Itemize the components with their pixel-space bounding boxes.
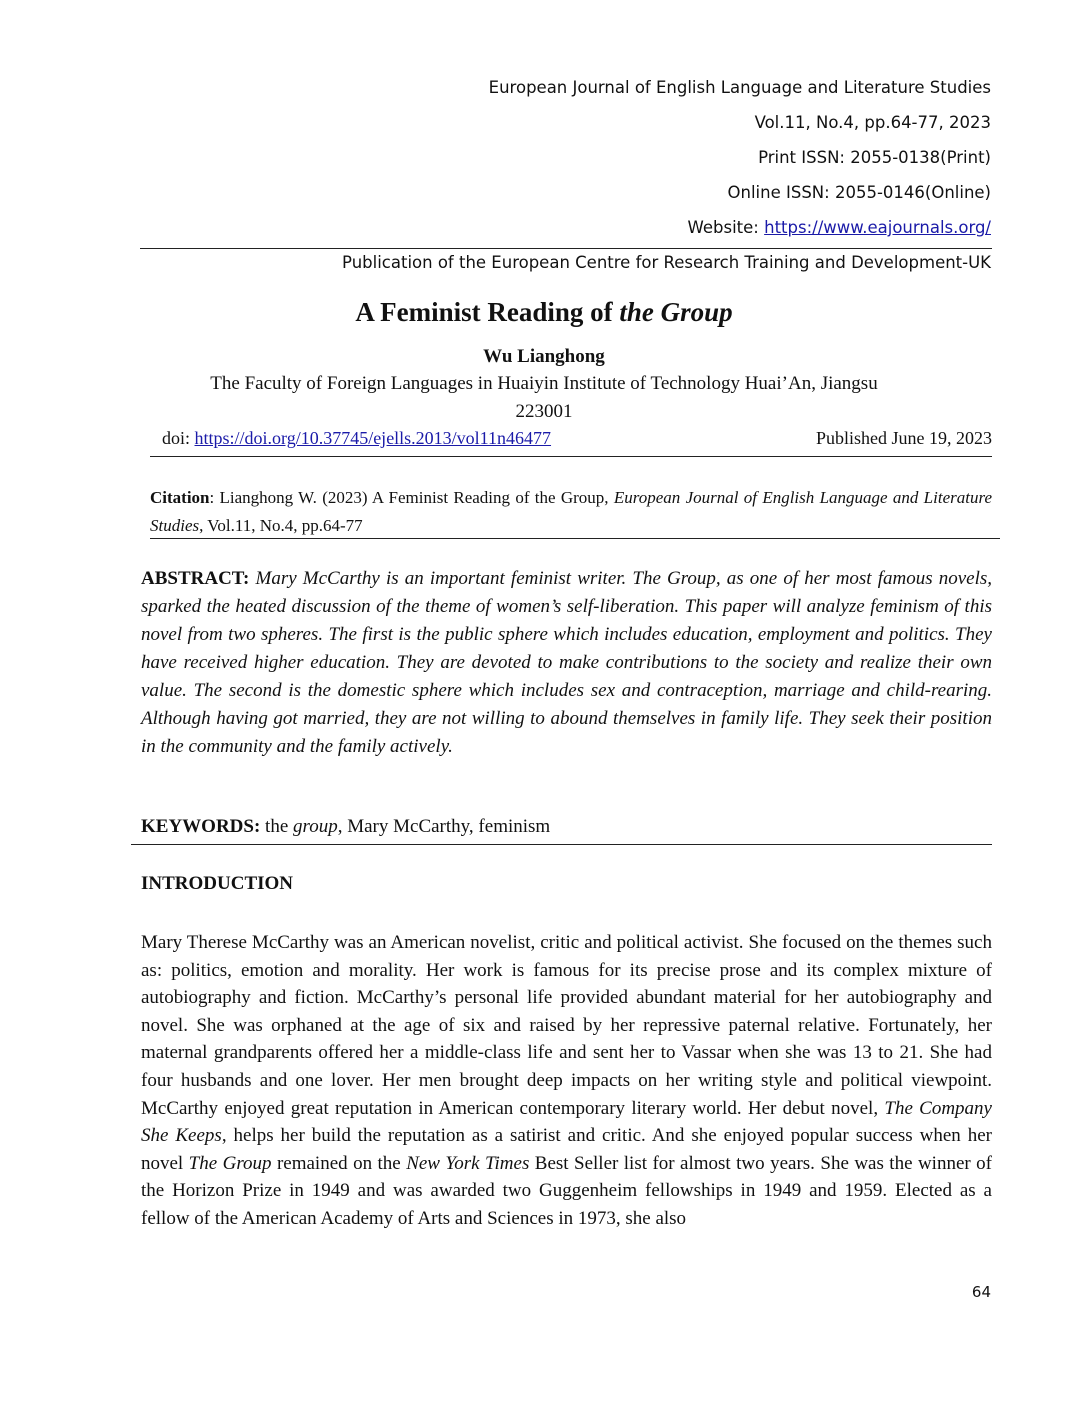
publisher-line: Publication of the European Centre for Research Training and Development-UK <box>342 253 991 272</box>
header-rule <box>140 248 992 249</box>
abstract-text: Mary McCarthy is an important feminist writer. The Group, as one of her most famous novels, sparked the heated discussion of the theme of women’s self-liberation. This paper will analyze feminism of this novel from two spheres. The first is the public sphere which includes education, employment and politics. They have received higher education. They are devoted to make contributions to the society and realize their own value. The second is the domestic sphere which includes sex and contraception, marriage and child-rearing. Although having got married, they are not willing to abound themselves in family life. They seek their position in the community and the family actively. <box>141 568 993 757</box>
abstract <box>141 565 992 761</box>
author-name: Wu Lianghong <box>483 346 605 367</box>
abstract-label: ABSTRACT: <box>141 568 250 589</box>
website-label: Website: <box>687 218 765 237</box>
doi-label: doi: <box>162 428 195 448</box>
affiliation: The Faculty of Foreign Languages in Huaiyin Institute of Technology Huai’An, Jiangsu <box>210 373 878 394</box>
affiliation-postcode: 223001 <box>515 401 573 422</box>
citation-label: Citation <box>150 488 210 507</box>
article-title: A Feminist Reading of the Group <box>355 297 733 327</box>
website-line <box>688 218 991 237</box>
published-date: Published June 19, 2023 <box>815 428 992 448</box>
volume-info: Vol.11, No.4, pp.64-77, 2023 <box>754 113 991 132</box>
online-issn: Online ISSN: 2055-0146(Online) <box>727 183 991 202</box>
keywords-label: KEYWORDS: <box>141 816 261 837</box>
journal-name: European Journal of English Language and Literature Studies <box>488 78 991 97</box>
doi-rule <box>150 456 992 457</box>
doi-row <box>162 428 992 449</box>
citation: Citation: Lianghong W. (2023) A Feminist Reading of the Group, European Journal of English Language and Literature Studies, Vol.11, No.4, pp.64-77 <box>150 488 992 535</box>
article-title-italic: the Group <box>619 297 733 327</box>
introduction-body: Mary Therese McCarthy was an American novelist, critic and political activist. She focused on the themes such as: politics, emotion and morality. Her work is famous for its precise prose and its complex mixture of autobiography and fiction. McCarthy’s personal life provided abundant material for her autobiography and novel. She was orphaned at the age of six and raised by her repressive paternal relative. Fortunately, her maternal grandparents offered her a middle-class life and sent her to Vassar when she was 13 to 21. She had four husbands and one lover. Her men brought deep impacts on her writing style and political viewpoint. McCarthy enjoyed great reputation in American contemporary literary world. Her debut novel, The Company She Keeps, helps her build the reputation as a satirist and critic. And she enjoyed popular success when her novel The Group remained on the New York Times Best Seller list for almost two years. She was the winner of the Horizon Prize in 1949 and was awarded two Guggenheim fellowships in 1949 and 1959. Elected as a fellow of the American Academy of Arts and Sciences in 1973, she also <box>141 932 992 1229</box>
keywords-rule <box>131 844 992 845</box>
citation-journal: European Journal of English Language and Literature Studies <box>150 488 992 535</box>
page-number: 64 <box>971 1283 991 1301</box>
print-issn: Print ISSN: 2055-0138(Print) <box>758 148 991 167</box>
keywords: KEYWORDS: the group, Mary McCarthy, feminism <box>141 816 551 837</box>
doi-link[interactable]: https://doi.org/10.37745/ejells.2013/vol11n46477 <box>194 428 552 448</box>
section-heading: INTRODUCTION <box>141 873 294 894</box>
citation-rule <box>150 538 1000 539</box>
website-link[interactable]: https://www.eajournals.org/ <box>764 218 991 237</box>
